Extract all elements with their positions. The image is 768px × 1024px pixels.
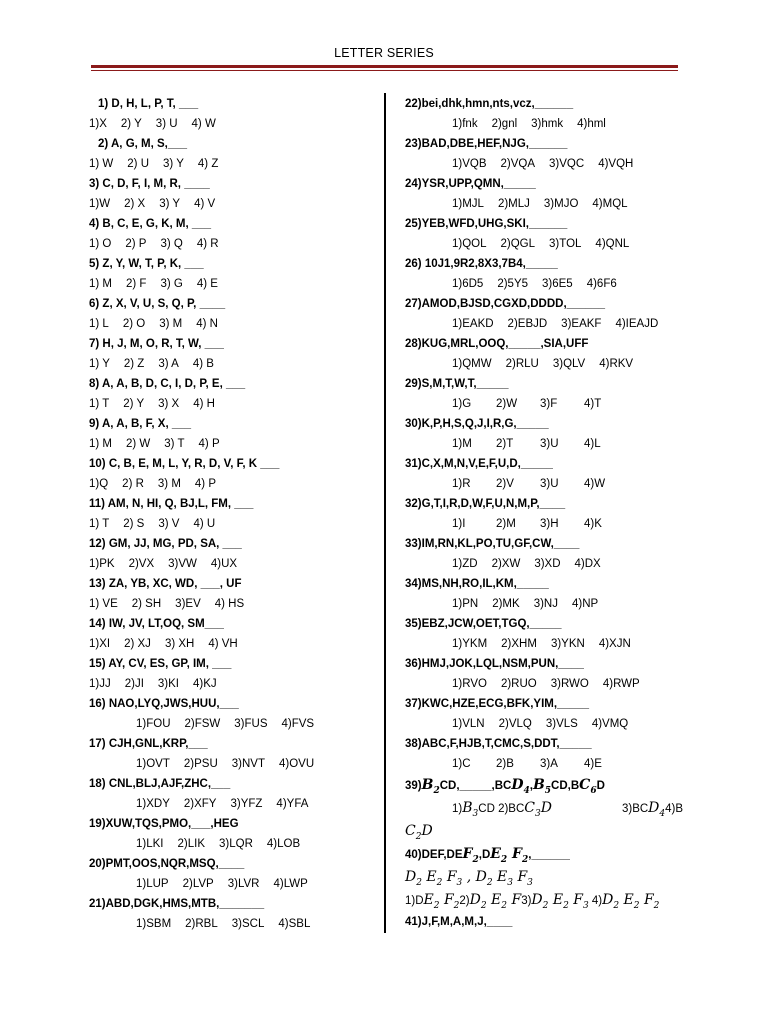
answer-option: 4)LOB [266, 838, 301, 850]
answer-option: 1)M [452, 438, 472, 450]
answer-option: 1) T [89, 518, 110, 530]
answer-option: 1) L [89, 318, 109, 330]
q39-option-2-label: CD 2)BC [478, 803, 525, 815]
q39-opt-c2d: $C_2D$ [405, 823, 433, 842]
q39-text-2: CD,B [551, 780, 580, 792]
answer-option: 2)EBJD [507, 318, 548, 330]
question-text: 5) Z, Y, W, T, P, K, ___ [89, 258, 204, 270]
answer-option: 3) X [158, 398, 180, 410]
answer-option: 3)EV [175, 598, 201, 610]
question-text: 31)C,X,M,N,V,E,F,U,D,_____ [405, 458, 553, 470]
question-text: 7) H, J, M, O, R, T, W, ___ [89, 338, 224, 350]
answer-option: 2)W [496, 398, 518, 410]
answer-option: 1) M [89, 438, 112, 450]
answer-option: 2)T [496, 438, 514, 450]
answer-option: 4) H [193, 398, 215, 410]
q40-term-e2f2: $E_2$ $F_2$ [490, 846, 529, 865]
answer-options [89, 674, 379, 694]
answer-options [405, 354, 695, 374]
answer-option: 2)LVP [182, 878, 214, 890]
answer-option: 3)KI [157, 678, 179, 690]
answer-option: 4)DX [574, 558, 601, 570]
answer-option: 2)XFY [183, 798, 217, 810]
answer-option: 2) S [123, 518, 145, 530]
answer-options [405, 434, 695, 454]
answer-option: 2) Y [120, 118, 142, 130]
question-text: 35)EBZ,JCW,OET,TGQ,_____ [405, 618, 562, 630]
answer-option: 1)SBM [136, 918, 172, 930]
answer-option: 3) Y [159, 198, 181, 210]
answer-options [89, 194, 379, 214]
answer-option: 4)KJ [193, 678, 217, 690]
header-rule-thick [91, 65, 678, 68]
question-text: 16) NAO,LYQ,JWS,HUU,___ [89, 698, 239, 710]
answer-option: 3)U [540, 478, 559, 490]
column-divider [384, 93, 386, 933]
answer-option: 2)MLJ [497, 198, 530, 210]
answer-options [89, 114, 379, 134]
question-text: 17) CJH,GNL,KRP,___ [89, 738, 208, 750]
answer-option: 3)RWO [550, 678, 589, 690]
answer-option: 3)LQR [219, 838, 253, 850]
answer-option: 1)XDY [136, 798, 170, 810]
answer-option: 2)gnl [491, 118, 518, 130]
question-text: 13) ZA, YB, XC, WD, ___, UF [89, 578, 242, 590]
answer-option: 2)VX [128, 558, 155, 570]
question-text: 20)PMT,OOS,NQR,MSQ,____ [89, 858, 245, 870]
answer-option: 1) O [89, 238, 112, 250]
question-text: 26) 10J1,9R2,8X3,7B4,_____ [405, 258, 558, 270]
answer-option: 2) O [122, 318, 146, 330]
answer-option: 4)RKV [599, 358, 634, 370]
answer-option: 1)MJL [452, 198, 484, 210]
page-title: LETTER SERIES [334, 46, 434, 60]
answer-option: 3) V [158, 518, 180, 530]
question-text: 27)AMOD,BJSD,CGXD,DDDD,______ [405, 298, 606, 310]
answer-option: 4)QNL [595, 238, 630, 250]
answer-option: 3) G [160, 278, 183, 290]
answer-options [89, 394, 379, 414]
answer-option: 1)Q [89, 478, 109, 490]
answer-option: 3)SCL [231, 918, 265, 930]
answer-options [405, 754, 695, 774]
answer-option: 3)VQC [549, 158, 585, 170]
answer-option: 4)T [584, 398, 602, 410]
answer-options [405, 714, 695, 734]
question-text: 23)BAD,DBE,HEF,NJG,______ [405, 138, 568, 150]
answer-option: 3) U [155, 118, 178, 130]
answer-option: 2) XJ [124, 638, 151, 650]
answer-option: 3)6E5 [542, 278, 573, 290]
q39-term-b5: $B_5$ [532, 777, 552, 796]
answer-option: 4)OVU [278, 758, 315, 770]
answer-option: 1)LUP [136, 878, 169, 890]
answer-option: 1)EAKD [452, 318, 494, 330]
answer-option: 1)JJ [89, 678, 111, 690]
answer-options [89, 354, 379, 374]
q40-option-4-label: 4) [588, 895, 603, 907]
answer-option: 2)JI [124, 678, 144, 690]
answer-option: 3)TOL [549, 238, 582, 250]
answer-option: 3)EAKF [561, 318, 602, 330]
answer-options [405, 594, 695, 614]
answer-options [405, 514, 695, 534]
q40-text-2: ,D [478, 849, 491, 861]
answer-option: 2) F [126, 278, 147, 290]
answer-option: 4)SBL [278, 918, 311, 930]
answer-option: 2) U [127, 158, 150, 170]
question-text: 33)IM,RN,KL,PO,TU,GF,CW,____ [405, 538, 580, 550]
answer-options [89, 554, 379, 574]
q39-number: 39) [405, 780, 422, 792]
answer-option: 2) W [126, 438, 151, 450]
answer-option: 3)VW [168, 558, 197, 570]
answer-option: 2)M [496, 518, 516, 530]
question-text: 32)G,T,I,R,D,W,F,U,N,M,P,____ [405, 498, 566, 510]
answer-options [89, 754, 379, 774]
header-rule-thin [91, 70, 678, 71]
answer-option: 4) R [196, 238, 219, 250]
answer-options [405, 554, 695, 574]
question-text: 18) CNL,BLJ,AJF,ZHC,___ [89, 778, 231, 790]
answer-option: 4)FVS [281, 718, 315, 730]
q39-answers-wrap [405, 820, 695, 843]
answer-option: 3)U [540, 438, 559, 450]
question-text: 37)KWC,HZE,ECG,BFK,YIM,_____ [405, 698, 590, 710]
answer-options [405, 234, 695, 254]
answer-options [89, 434, 379, 454]
q40-opt-4: $D_2$ $E_2$ $F_2$ [602, 892, 660, 911]
question-text: 4) B, C, E, G, K, M, ___ [89, 218, 212, 230]
answer-options [89, 274, 379, 294]
answer-option: 4)6F6 [586, 278, 617, 290]
q39-text-1: CD,_____,BC [439, 780, 512, 792]
answer-option: 1)VLN [452, 718, 485, 730]
question-text: 3) C, D, F, I, M, R, ____ [89, 178, 210, 190]
answer-option: 4) P [194, 478, 216, 490]
answer-option: 1)R [452, 478, 471, 490]
question-text: 25)YEB,WFD,UHG,SKI,______ [405, 218, 568, 230]
q39-option-1-label: 1) [452, 803, 463, 815]
answer-option: 4) Z [197, 158, 219, 170]
left-column [89, 94, 379, 934]
answer-option: 2)XHM [501, 638, 537, 650]
question-text: 12) GM, JJ, MG, PD, SA, ___ [89, 538, 242, 550]
answer-option: 3) XH [164, 638, 195, 650]
answer-options [89, 154, 379, 174]
answer-option: 2)FSW [184, 718, 221, 730]
question-text: 36)HMJ,JOK,LQL,NSM,PUN,____ [405, 658, 584, 670]
q40-term-f2: $F_2$ [462, 846, 479, 865]
answer-options [405, 154, 695, 174]
answer-option: 2) R [122, 478, 144, 490]
q39-term-c6: $C_6$ [579, 777, 597, 796]
answer-option: 1)VQB [452, 158, 487, 170]
answer-option: 1) VE [89, 598, 118, 610]
answer-option: 1)QOL [452, 238, 487, 250]
question-text: 9) A, A, B, F, X, ___ [89, 418, 192, 430]
answer-option: 1) Y [89, 358, 110, 370]
answer-option: 1)fnk [452, 118, 478, 130]
answer-option: 2)B [496, 758, 514, 770]
answer-options [405, 634, 695, 654]
answer-option: 2)RUO [500, 678, 537, 690]
answer-option: 2) SH [131, 598, 162, 610]
answer-options [89, 714, 379, 734]
q40-text-1: 40)DEF,DE [405, 849, 463, 861]
q39-opt-c3d: $C_3D$ [524, 800, 552, 819]
answer-option: 4)K [584, 518, 602, 530]
answer-option: 4) VH [208, 638, 238, 650]
question-text: 1) D, H, L, P, T, ___ [98, 98, 199, 110]
q39-option-4-label: 4)B [665, 803, 684, 815]
answer-option: 1)I [452, 518, 466, 530]
question-text: 6) Z, X, V, U, S, Q, P, ____ [89, 298, 226, 310]
answer-options [89, 634, 379, 654]
answer-option: 2)LIK [177, 838, 205, 850]
answer-option: 1)PN [452, 598, 479, 610]
answer-option: 1)W [89, 198, 111, 210]
q40-continuation [405, 866, 695, 889]
question-text: 34)MS,NH,RO,IL,KM,_____ [405, 578, 549, 590]
right-question-list [405, 94, 695, 774]
answer-option: 3) A [158, 358, 179, 370]
answer-option: 3) Y [163, 158, 184, 170]
question-text: 14) IW, JV, LT,OQ, SM___ [89, 618, 224, 630]
answer-option: 4) P [198, 438, 220, 450]
question-text: 29)S,M,T,W,T,_____ [405, 378, 509, 390]
answer-option: 1) T [89, 398, 110, 410]
answer-option: 4)W [584, 478, 606, 490]
q40-opt-3: $D_2$ $E_2$ $F_3$ [531, 892, 589, 911]
q40-option-3-label: 3) [521, 895, 532, 907]
answer-option: 1) M [89, 278, 112, 290]
answer-option: 3)XD [534, 558, 561, 570]
answer-option: 4)hml [577, 118, 606, 130]
q40-answers: $1)DE_2$ $F_22)D_2$ $E_2$ $F3)D_2$ $E_2$ $F_3$ $4)D_2$ $E_2$ $F_2$ [405, 892, 660, 911]
q40-opt-2: $D_2$ $E_2$ F [469, 892, 522, 911]
q39-answers [405, 797, 695, 820]
answer-option: 4)MQL [592, 198, 628, 210]
q39-opt-d4: $D_4$ [648, 800, 666, 819]
answer-options [405, 114, 695, 134]
answer-option: 3) Q [160, 238, 183, 250]
answer-option: 4) E [196, 278, 218, 290]
answer-option: 1)RVO [452, 678, 487, 690]
answer-options [89, 834, 379, 854]
answer-option: 3)YKN [550, 638, 585, 650]
q40-option-1-label: 1)D [405, 895, 424, 907]
answer-option: 2)MK [492, 598, 520, 610]
question-41: 41)J,F,M,A,M,J,____ [405, 916, 513, 928]
answer-option: 3) T [164, 438, 185, 450]
answer-option: 3)LVR [227, 878, 260, 890]
question-text: 11) AM, N, HI, Q, BJ,L, FM, ___ [89, 498, 254, 510]
answer-option: 3)MJO [543, 198, 579, 210]
answer-option: 2) X [124, 198, 146, 210]
answer-option: 3)F [540, 398, 558, 410]
answer-option: 1)XI [89, 638, 111, 650]
answer-option: 3) M [159, 318, 183, 330]
answer-option: 4)L [584, 438, 601, 450]
answer-options [405, 274, 695, 294]
q39-option-3-label: 3)BC [621, 803, 649, 815]
answer-option: 4)RWP [602, 678, 640, 690]
answer-option: 4)VMQ [591, 718, 629, 730]
answer-option: 3)H [540, 518, 559, 530]
answer-option: 3)NJ [533, 598, 558, 610]
question-text: 15) AY, CV, ES, GP, IM, ___ [89, 658, 232, 670]
answer-option: 1)PK [89, 558, 115, 570]
answer-option: 4)IEAJD [615, 318, 659, 330]
question-39: $39)B_2CD,\_\_\_\_\_,BCD_4,B_5CD,BC_6D$ [405, 777, 605, 796]
answer-option: 3)QLV [552, 358, 586, 370]
answer-option: 4)LWP [273, 878, 308, 890]
question-text: 38)ABC,F,HJB,T,CMC,S,DDT,_____ [405, 738, 592, 750]
answer-option: 3)VLS [545, 718, 578, 730]
answer-options [405, 394, 695, 414]
answer-option: 1)OVT [136, 758, 170, 770]
answer-option: 4)XJN [598, 638, 631, 650]
q40-opt-1: $E_2$ $F_2$ [423, 892, 460, 911]
q40-text-3: ,______ [528, 849, 570, 861]
answer-option: 4) HS [214, 598, 245, 610]
answer-option: 2)PSU [183, 758, 218, 770]
answer-option: 1)QMW [452, 358, 492, 370]
answer-option: 1)G [452, 398, 472, 410]
answer-option: 1)ZD [452, 558, 478, 570]
answer-option: 4) B [192, 358, 214, 370]
q39-term-b2: $B_2$ [421, 777, 440, 796]
right-column [405, 94, 695, 932]
answer-options [89, 794, 379, 814]
question-text: 21)ABD,DGK,HMS,MTB,_______ [89, 898, 265, 910]
question-text: 8) A, A, B, D, C, I, D, P, E, ___ [89, 378, 246, 390]
answer-option: 2) Z [123, 358, 145, 370]
answer-option: 2)QGL [500, 238, 536, 250]
answer-option: 4) N [196, 318, 218, 330]
answer-option: 2)V [496, 478, 514, 490]
question-text: 2) A, G, M, S,___ [98, 138, 188, 150]
answer-options [89, 594, 379, 614]
answer-option: 1)X [89, 118, 107, 130]
answer-options [405, 474, 695, 494]
answer-option: 2)RLU [505, 358, 539, 370]
answer-option: 4) W [191, 118, 216, 130]
answer-options [405, 194, 695, 214]
answer-option: 2)5Y5 [497, 278, 529, 290]
answer-option: 4)YFA [276, 798, 309, 810]
answer-option: 2)XW [491, 558, 521, 570]
answer-option: 4) U [193, 518, 216, 530]
answer-option: 1) W [89, 158, 114, 170]
question-text: 28)KUG,MRL,OOQ,_____,SIA,UFF [405, 338, 589, 350]
answer-option: 4) V [194, 198, 216, 210]
answer-option: 2) P [125, 238, 147, 250]
answer-options [89, 914, 379, 934]
answer-option: 4)VQH [598, 158, 634, 170]
answer-options [89, 314, 379, 334]
answer-option: 1)6D5 [452, 278, 484, 290]
answer-option: 4)NP [571, 598, 599, 610]
answer-option: 1)LKI [136, 838, 164, 850]
question-text: 19)XUW,TQS,PMO,___,HEG [89, 818, 239, 830]
question-40 [405, 843, 695, 866]
answer-options [89, 514, 379, 534]
q39-text-3: D [596, 780, 605, 792]
q39-opt-b3: $B_3$ [462, 800, 479, 819]
answer-option: 1)FOU [136, 718, 171, 730]
question-text: 22)bei,dhk,hmn,nts,vcz,______ [405, 98, 574, 110]
answer-option: 3)YFZ [230, 798, 263, 810]
answer-option: 1)C [452, 758, 471, 770]
answer-option: 4)UX [210, 558, 238, 570]
answer-options [89, 474, 379, 494]
answer-option: 1)YKM [452, 638, 488, 650]
answer-options [405, 674, 695, 694]
answer-option: 4)E [584, 758, 602, 770]
answer-options [89, 234, 379, 254]
answer-option: 3) M [157, 478, 181, 490]
question-text: 24)YSR,UPP,QMN,_____ [405, 178, 536, 190]
answer-option: 3)FUS [234, 718, 268, 730]
answer-option: 2)VLQ [498, 718, 532, 730]
question-text: 30)K,P,H,S,Q,J,I,R,G,_____ [405, 418, 549, 430]
answer-options [405, 314, 695, 334]
question-text: 10) C, B, E, M, L, Y, R, D, V, F, K ___ [89, 458, 280, 470]
answer-option: 3)NVT [231, 758, 265, 770]
q40-term-d2e2f3: $D_2$ $E_2$ $F_3$ , $D_2$ $E_3$ $F_3$ [405, 869, 533, 888]
q39-term-d4: $D_4$ [511, 777, 530, 796]
answer-option: 2)VQA [500, 158, 536, 170]
answer-option: 3)hmk [531, 118, 564, 130]
answer-option: 3)A [540, 758, 558, 770]
answer-option: 2)RBL [185, 918, 218, 930]
answer-options [89, 874, 379, 894]
answer-option: 2) Y [123, 398, 145, 410]
